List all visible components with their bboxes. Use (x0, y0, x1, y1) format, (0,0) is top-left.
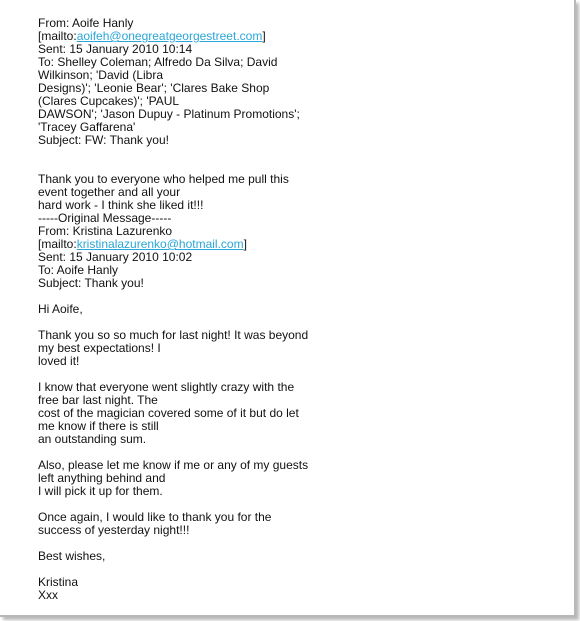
sender-email-link[interactable]: aoifeh@onegreatgeorgestreet.com (76, 29, 263, 43)
paragraph-line: success of yesterday night!!! (38, 523, 190, 537)
paragraph-line: I will pick it up for them. (38, 484, 163, 498)
paragraph-line: Once again, I would like to thank you for the (38, 510, 272, 524)
intro-line: hard work - I think she liked it!!! (38, 198, 204, 212)
original-mailto-line: [mailto:kristinalazurenko@hotmail.com] (38, 237, 247, 251)
signature-line: Kristina (38, 575, 79, 589)
intro-line: Thank you to everyone who helped me pull this (38, 172, 289, 186)
forward-to-line: (Clares Cupcakes)'; 'PAUL (38, 94, 180, 108)
paragraph-line: free bar last night. The (38, 393, 158, 407)
intro-line: event together and all your (38, 185, 181, 199)
closing: Best wishes, (38, 549, 106, 563)
forward-from-line: From: Aoife Hanly (38, 16, 134, 30)
paragraph-line: Thank you so so much for last night! It was beyond (38, 328, 309, 342)
paragraph-line: loved it! (38, 354, 80, 368)
paragraph-line: I know that everyone went slightly crazy with the (38, 380, 295, 394)
forward-to-line: Designs)'; 'Leonie Bear'; 'Clares Bake Shop (38, 81, 270, 95)
paragraph-line: cost of the magician covered some of it but do let (38, 406, 299, 420)
original-message-separator: -----Original Message----- (38, 211, 172, 225)
original-sent-line: Sent: 15 January 2010 10:02 (38, 250, 193, 264)
original-sender-email-link[interactable]: kristinalazurenko@hotmail.com (76, 237, 244, 251)
original-subject-line: Subject: Thank you! (38, 276, 144, 290)
paragraph-line: left anything behind and (38, 471, 166, 485)
forward-to-line: DAWSON'; 'Jason Dupuy - Platinum Promotions'; (38, 107, 300, 121)
original-from-line: From: Kristina Lazurenko (38, 224, 173, 238)
paragraph-line: my best expectations! I (38, 341, 161, 355)
original-to-line: To: Aoife Hanly (38, 263, 119, 277)
signature-line: Xxx (38, 588, 59, 602)
forward-sent-line: Sent: 15 January 2010 10:14 (38, 42, 193, 56)
forward-to-line: To: Shelley Coleman; Alfredo Da Silva; David (38, 55, 278, 69)
forward-to-line: 'Tracey Gaffarena' (38, 120, 136, 134)
paragraph-line: an outstanding sum. (38, 432, 147, 446)
forward-subject-line: Subject: FW: Thank you! (38, 133, 169, 147)
paragraph-line: me know if there is still (38, 419, 159, 433)
forward-mailto-line: [mailto:aoifeh@onegreatgeorgestreet.com] (38, 29, 266, 43)
forward-to-line: Wilkinson; 'David (Libra (38, 68, 163, 82)
email-body (38, 17, 338, 602)
paragraph-line: Also, please let me know if me or any of my guests (38, 458, 309, 472)
greeting: Hi Aoife, (38, 302, 83, 316)
